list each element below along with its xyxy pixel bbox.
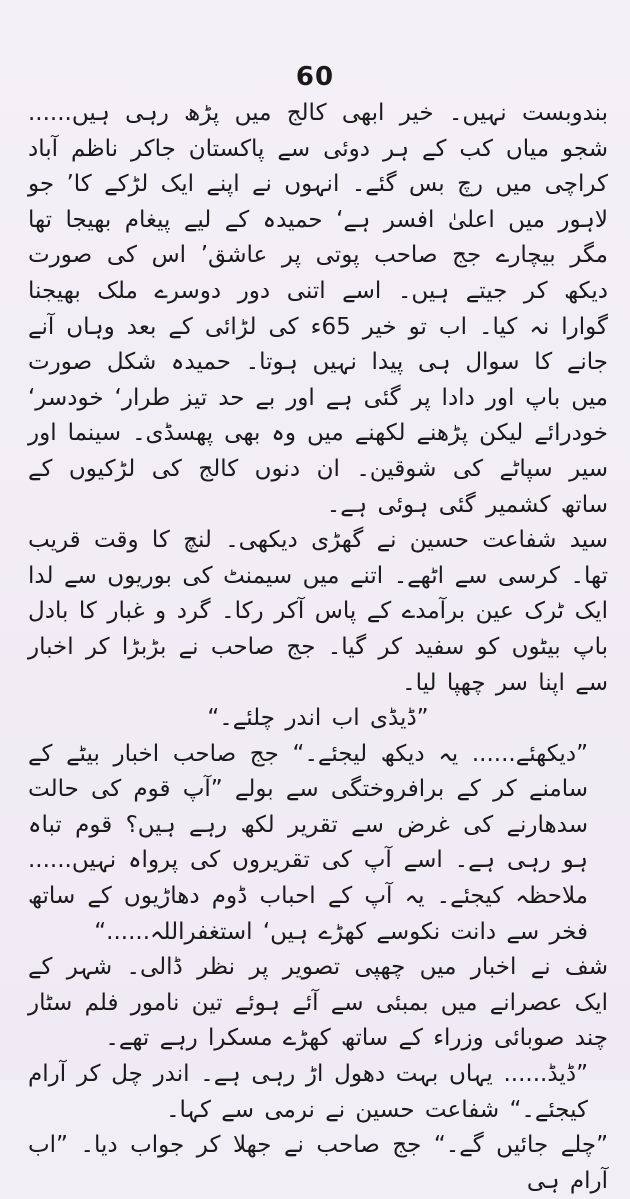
paragraph: ”دیکھئے...... یہ دیکھ لیجئے۔“ جج صاحب اخبار بیٹے کے سامنے کر کے برافروختگی سے بولے ”آپ قوم کی حالت سدھارنے کی غرض سے تقریر لکھ رہے ہیں؟ قوم تباہ ہو رہی ہے۔ اسے آپ کی تقریروں کی پرواہ نہیں...... ملاحظہ کیجئے۔ یہ آپ کے احباب ڈوم دھاڑیوں کے ساتھ فخر سے دانت نکوسے کھڑے ہیں‘ استغفراللہ......“	[28, 740, 588, 945]
body-text	[28, 96, 608, 1199]
page-number: 60	[295, 62, 335, 92]
paragraph: ”چلے جائیں گے۔“ جج صاحب نے جھلا کر جواب دیا۔ ”اب آرام ہی	[28, 1132, 608, 1194]
dialogue-line: ”ڈیڈی اب اندر چلئے۔“	[207, 705, 429, 732]
paragraph: ”ڈیڈ...... یہاں بہت دھول اڑ رہی ہے۔ اندر چل کر آرام کیجئے۔“ شفاعت حسین نے نرمی سے کہا۔	[28, 1061, 588, 1123]
paragraph: شف نے اخبار میں چھپی تصویر پر نظر ڈالی۔ شہر کے ایک عصرانے میں بمبئی سے آئے ہوئے تین نامور فلم سٹار چند صوبائی وزراء کے ساتھ کھڑے مسکرا رہے تھے۔	[28, 954, 608, 1052]
paragraph: بندوبست نہیں۔ خیر ابھی کالج میں پڑھ رہی ہیں...... شجو میاں کب کے ہر دوئی سے پاکستان جاکر ناظم آباد کراچی میں رچ بس گئے۔ انہوں نے اپنے ایک لڑکے کا’ جو لاہور میں اعلیٰ افسر ہے‘ حمیدہ کے لیے پیغام بھیجا تھا مگر بیچارے جج صاحب پوتی پر عاشق’ اس کی صورت دیکھ کر جیتے ہیں۔ اسے اتنی دور دوسرے ملک بھیجنا گوارا نہ کیا۔ اب تو خیر 65ء کی لڑائی کے بعد وہاں آنے جانے کا سوال ہی پیدا نہیں ہوتا۔ حمیدہ شکل صورت میں باپ اور دادا پر گئی ہے اور بے حد تیز طرار‘ خودسر‘ خودرائے لیکن پڑھنے لکھنے میں وہ بھی پھسڈی۔ سینما اور سیر سپاٹے کی شوقین۔ ان دنوں کالج کی لڑکیوں کے ساتھ کشمیر گئی ہوئی ہے۔	[28, 100, 608, 518]
paragraph: سید شفاعت حسین نے گھڑی دیکھی۔ لنچ کا وقت قریب تھا۔ کرسی سے اٹھے۔ اتنے میں سیمنٹ کی بوریوں سے لدا ایک ٹرک عین برآمدے کے پاس آکر رکا۔ گرد و غبار کا بادل باپ بیٹوں کو سفید کر گیا۔ جج صاحب نے بڑبڑا کر اخبار سے اپنا سر چھپا لیا۔	[28, 527, 609, 696]
